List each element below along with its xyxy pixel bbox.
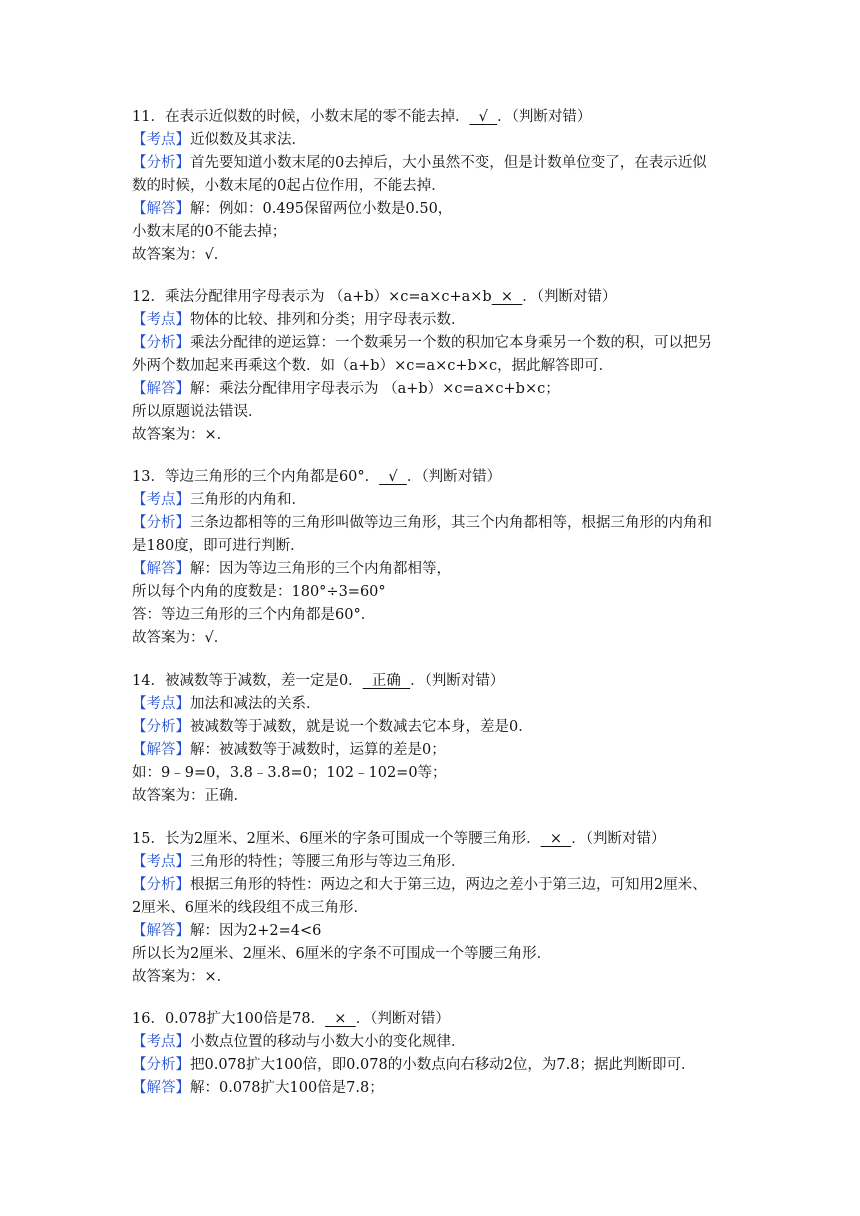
fenxi-tag: 【分析】 [132,155,190,171]
kaodian-line [132,851,732,874]
stem-text: 12．乘法分配律用字母表示为 （a+b）×c=a×c+a×b [132,289,492,305]
answer-blank: × [491,289,523,305]
question-block [132,106,732,267]
solution-line [132,424,732,447]
kaodian-tag: 【考点】 [132,492,190,508]
question-block [132,828,732,989]
stem-suffix: ．（判断对错） [406,469,502,485]
kaodian-line [132,489,732,512]
solution-line [132,401,732,424]
fenxi-text: 数的时候，小数末尾的0起占位作用，不能去掉． [132,178,446,194]
kaodian-text: 三角形的内角和． [190,492,306,508]
stem-suffix: ．（判断对错） [410,673,505,689]
stem-text: 15．长为2厘米、2厘米、6厘米的字条可围成一个等腰三角形． [132,831,541,847]
fenxi-line [132,512,732,535]
jieda-text: 解：因为2+2=4<6 [190,923,322,939]
solution-text: 所以原题说法错误． [132,404,263,420]
fenxi-tag: 【分析】 [132,877,190,893]
stem-suffix: ．（判断对错） [522,289,617,305]
fenxi-line [132,152,732,175]
solution-text: 故答案为：√． [132,247,229,263]
answer-blank: √ [379,469,407,485]
question-stem [132,106,732,129]
stem-suffix: ．（判断对错） [571,831,666,847]
solution-line [132,627,732,650]
question-stem [132,286,732,309]
solution-line [132,221,732,244]
question-stem [132,670,732,693]
kaodian-line [132,309,732,332]
kaodian-tag: 【考点】 [132,854,190,870]
solution-text: 故答案为：√． [132,630,229,646]
fenxi-tag: 【分析】 [132,719,190,735]
kaodian-line [132,129,732,152]
kaodian-text: 小数点位置的移动与小数大小的变化规律． [190,1034,466,1050]
solution-line [132,966,732,989]
solution-text: 故答案为：×． [132,969,232,985]
stem-suffix: ．（判断对错） [497,109,592,125]
kaodian-tag: 【考点】 [132,1034,190,1050]
question-block [132,1008,732,1100]
fenxi-text: 三条边都相等的三角形叫做等边三角形，其三个内角都相等，根据三角形的内角和 [190,515,712,531]
solution-line [132,943,732,966]
jieda-text: 解：例如：0.495保留两位小数是0.50， [190,201,453,217]
fenxi-text: 首先要知道小数末尾的0去掉后，大小虽然不变，但是计数单位变了，在表示近似 [190,155,707,171]
fenxi-text: 外两个数加起来再乘这个数．如（a+b）×c=a×c+b×c，据此解答即可． [132,358,614,374]
question-stem [132,828,732,851]
kaodian-tag: 【考点】 [132,132,190,148]
solution-text: 如：9﹣9=0，3.8﹣3.8=0；102﹣102=0等； [132,765,447,781]
jieda-tag: 【解答】 [132,381,190,397]
jieda-line [132,920,732,943]
answer-blank: × [325,1011,356,1027]
solution-text: 所以长为2厘米、2厘米、6厘米的字条不可围成一个等腰三角形． [132,946,552,962]
kaodian-text: 三角形的特性；等腰三角形与等边三角形． [190,854,466,870]
question-stem [132,466,732,489]
jieda-line [132,739,732,762]
solution-line [132,762,732,785]
stem-suffix: ．（判断对错） [355,1011,450,1027]
fenxi-line [132,897,732,920]
kaodian-text: 近似数及其求法． [190,132,306,148]
fenxi-text: 乘法分配律的逆运算：一个数乘另一个数的积加它本身乘另一个数的积，可以把另 [190,335,712,351]
kaodian-line [132,1031,732,1054]
fenxi-line [132,332,732,355]
fenxi-text: 把0.078扩大100倍，即0.078的小数点向右移动2位，为7.8；据此判断即可． [190,1057,696,1073]
answer-blank: × [540,831,572,847]
jieda-tag: 【解答】 [132,1080,190,1096]
jieda-text: 解：0.078扩大100倍是7.8； [190,1080,384,1096]
solution-text: 故答案为：×． [132,427,232,443]
answer-blank: √ [469,109,498,125]
fenxi-text: 2厘米、6厘米的线段组不成三角形． [132,900,368,916]
solution-text: 小数末尾的0不能去掉； [132,224,287,240]
fenxi-text: 是180度，即可进行判断． [132,538,305,554]
question-block [132,286,732,447]
fenxi-text: 被减数等于减数，就是说一个数减去它本身，差是0． [190,719,533,735]
jieda-line [132,1077,732,1100]
kaodian-tag: 【考点】 [132,696,190,712]
fenxi-text: 根据三角形的特性：两边之和大于第三边，两边之差小于第三边，可知用2厘米、 [190,877,707,893]
solution-line [132,604,732,627]
jieda-line [132,198,732,221]
question-block [132,670,732,808]
kaodian-tag: 【考点】 [132,312,190,328]
solution-line [132,581,732,604]
fenxi-line [132,175,732,198]
jieda-tag: 【解答】 [132,561,190,577]
question-stem [132,1008,732,1031]
jieda-text: 解：因为等边三角形的三个内角都相等， [190,561,451,577]
fenxi-tag: 【分析】 [132,1057,190,1073]
fenxi-line [132,355,732,378]
kaodian-text: 物体的比较、排列和分类；用字母表示数． [190,312,466,328]
question-block [132,466,732,650]
jieda-line [132,378,732,401]
stem-text: 11．在表示近似数的时候，小数末尾的零不能去掉． [132,109,470,125]
stem-text: 13．等边三角形的三个内角都是60°． [132,469,380,485]
jieda-line [132,558,732,581]
kaodian-text: 加法和减法的关系． [190,696,321,712]
solution-line [132,244,732,267]
fenxi-line [132,874,732,897]
stem-text: 14．被减数等于减数，差一定是0． [132,673,363,689]
jieda-tag: 【解答】 [132,742,190,758]
kaodian-line [132,693,732,716]
jieda-tag: 【解答】 [132,201,190,217]
solution-text: 故答案为：正确． [132,788,248,804]
solution-line [132,785,732,808]
stem-text: 16．0.078扩大100倍是78． [132,1011,326,1027]
solution-text: 所以每个内角的度数是：180°÷3=60° [132,584,386,600]
jieda-text: 解：乘法分配律用字母表示为 （a+b）×c=a×c+b×c； [190,381,560,397]
fenxi-tag: 【分析】 [132,515,190,531]
solution-text: 答：等边三角形的三个内角都是60°． [132,607,376,623]
jieda-text: 解：被减数等于减数时，运算的差是0； [190,742,446,758]
answer-blank: 正确 [362,673,411,689]
jieda-tag: 【解答】 [132,923,190,939]
fenxi-line [132,716,732,739]
fenxi-tag: 【分析】 [132,335,190,351]
fenxi-line [132,1054,732,1077]
fenxi-line [132,535,732,558]
